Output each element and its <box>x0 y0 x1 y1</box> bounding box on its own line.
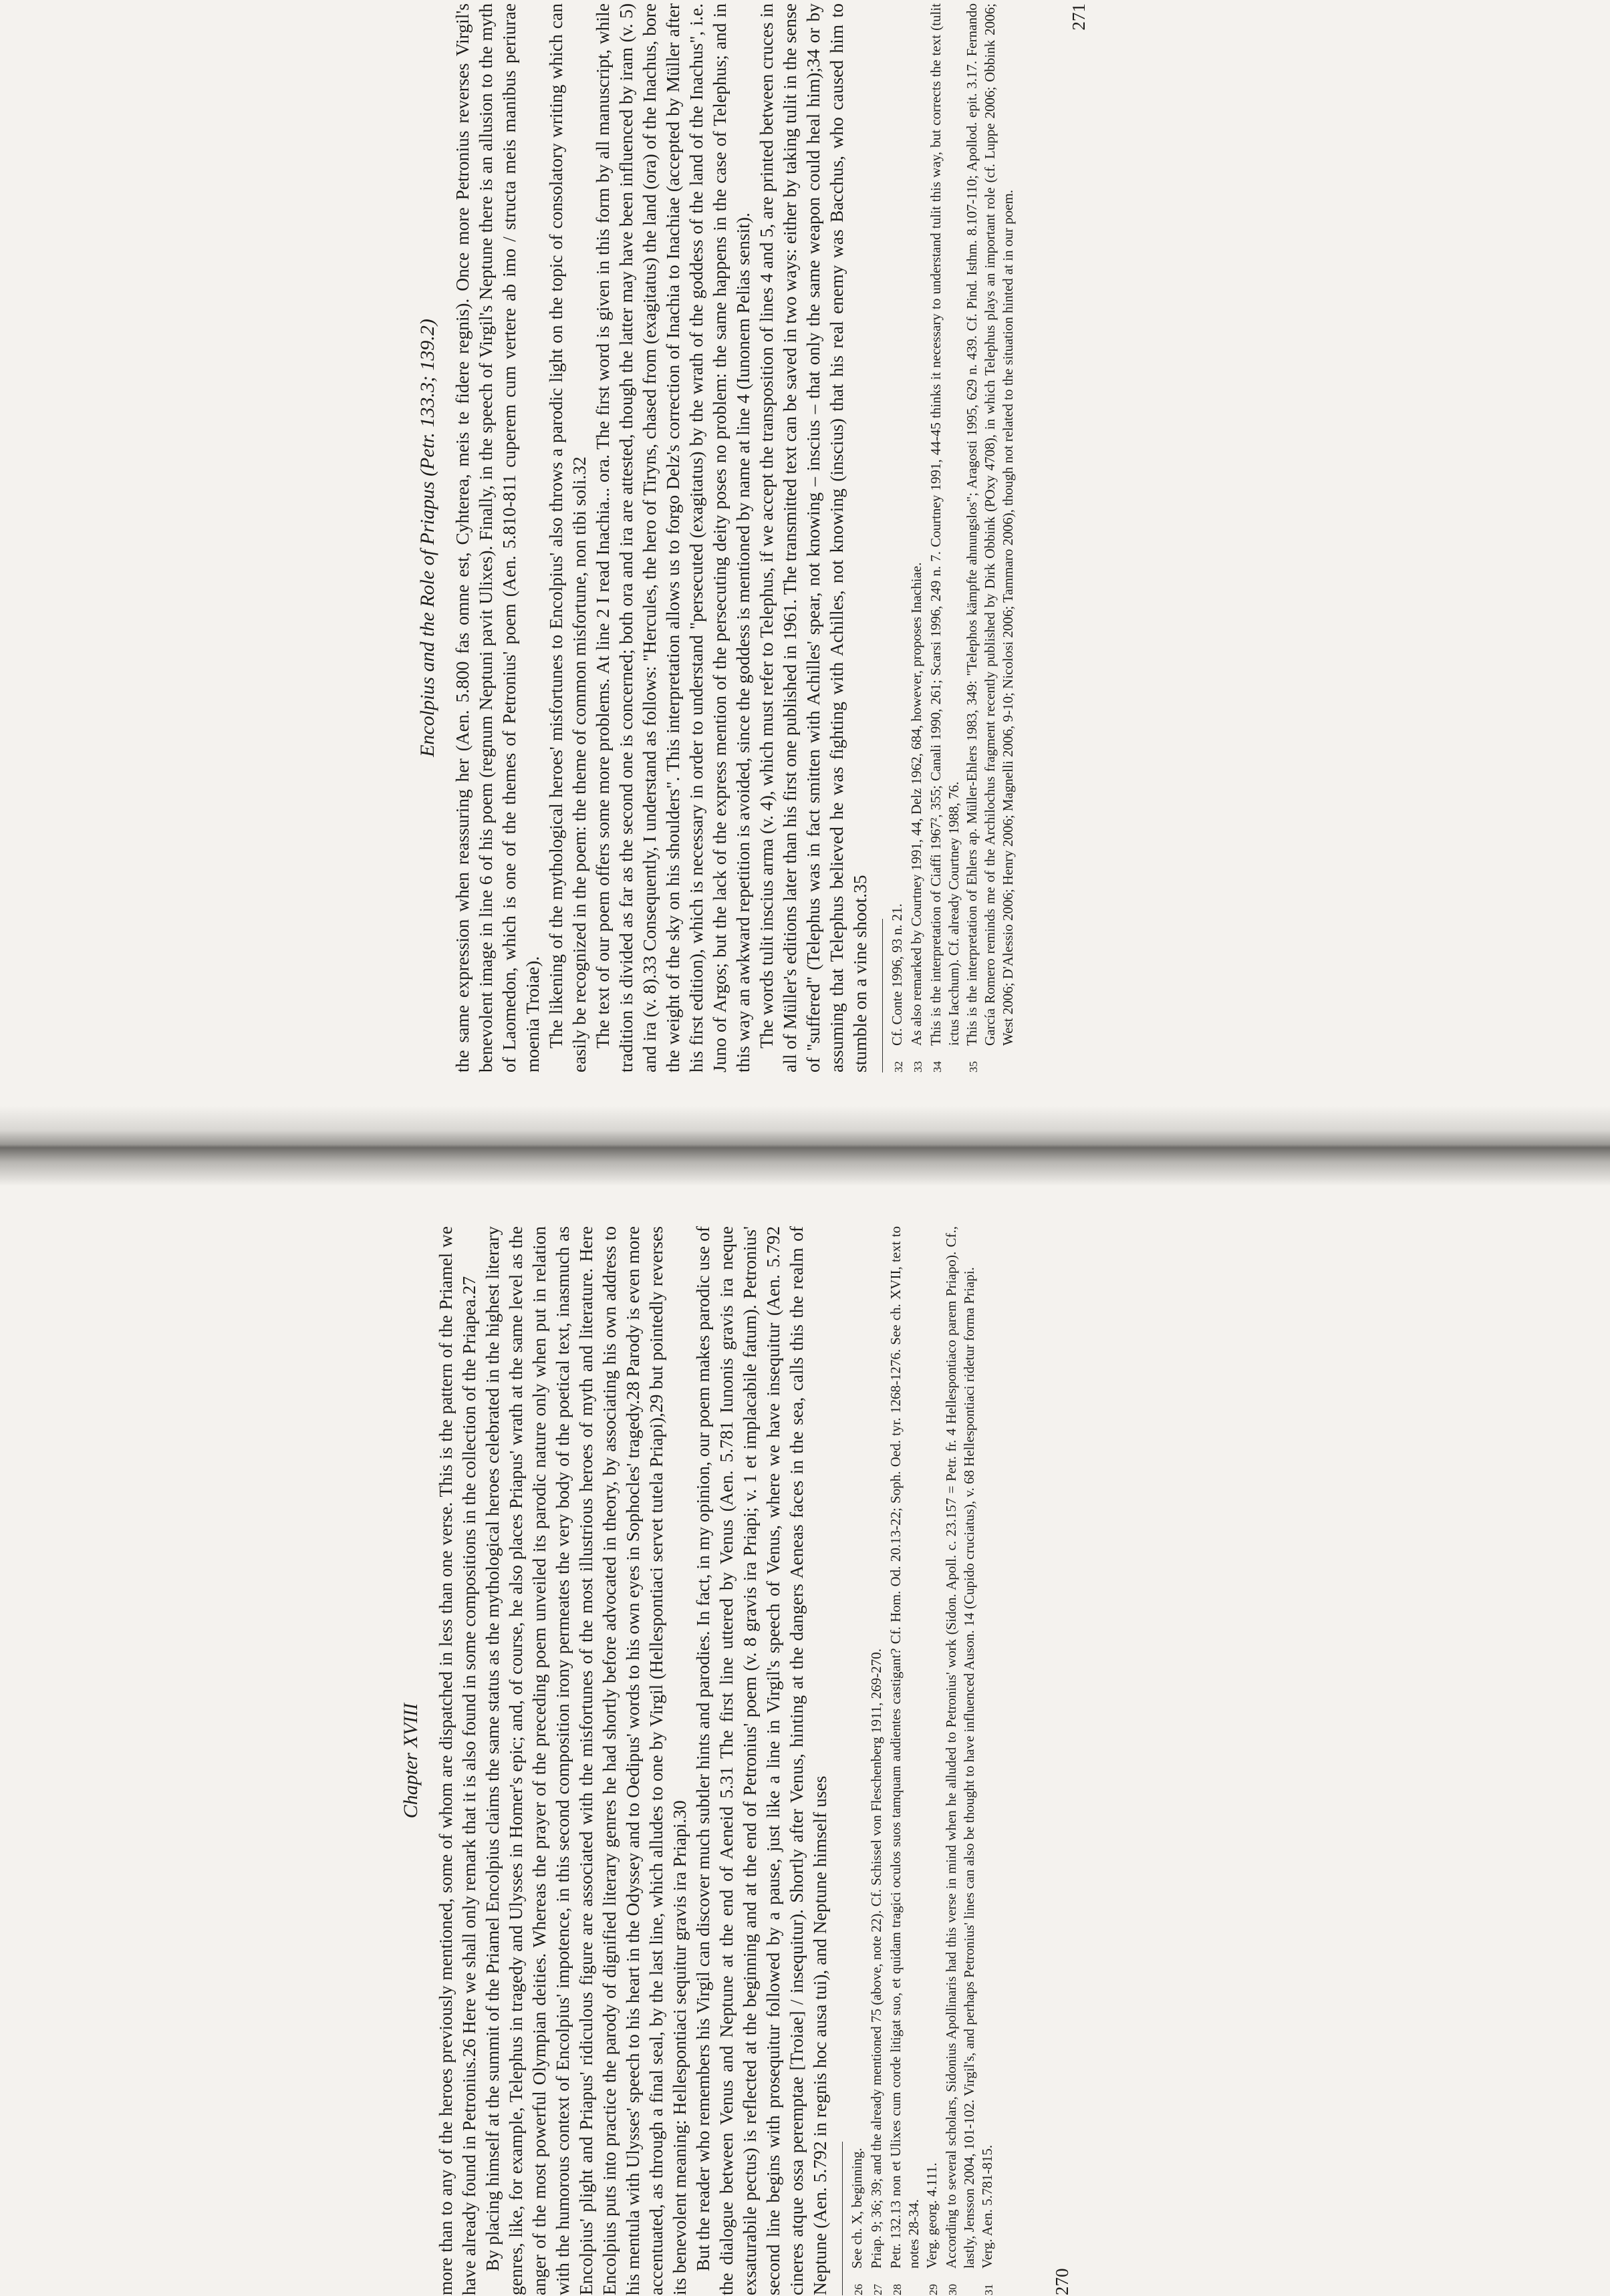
footnote-number: 30 <box>946 2284 959 2295</box>
footnote <box>887 1226 923 2295</box>
page-270 <box>398 1226 1073 2295</box>
paragraph: The words tulit inscius arma (v. 4), which must refer to Telephus, if we accept the transposition of lines 4 and 5, are printed between cruces in all of Müller's editions later than his first one published in 1961. The transmitted text can be saved in two ways: either by taking tulit in the sense of "suffered" (Telephus was in fact smitten with Achilles' spear, not knowing – inscius – that only the same weapon could heal him);34 or by assuming that Telephus believed he was fighting with Achilles, not knowing (inscius) that his real enemy was Bacchus, who caused him to stumble on a vine shoot.35 <box>756 3 870 1072</box>
footnote-number: 27 <box>871 2284 884 2295</box>
paragraph: The likening of the mythological heroes' misfortunes to Encolpius' also throws a parodic light on the topic of consolatory writing which can easily be recognized in the poem: the theme of common misfortune, non tibi soli.32 <box>545 3 589 1072</box>
footnotes <box>848 1226 998 2295</box>
paragraph: more than to any of the heroes previously mentioned, some of whom are dispatched in less than one verse. This is the pattern of the Priamel we have already found in Petronius.26 Here we shall only remark that it is also found in some compositions in the collection of the Priapea.27 <box>435 1226 479 2295</box>
book-gutter <box>0 1106 1610 1186</box>
footnote <box>848 1226 867 2295</box>
footnote <box>963 3 1017 1072</box>
footnote <box>867 1226 887 2295</box>
page-271 <box>414 3 1089 1072</box>
footnote-number: 32 <box>892 1061 905 1072</box>
footnote-rule <box>882 919 883 1072</box>
page-number: 271 <box>1069 3 1089 31</box>
footnote-text: Petr. 132.13 non et Ulixes cum corde litigat suo, et quidam tragici oculos suos tamquam audientes castigant? Cf. Hom. Od. 20.13-22; Soph. Oed. tyr. 1268-1276. See ch. XVII, text to notes 28-34. <box>888 1226 922 2269</box>
footnote-rule <box>842 2142 843 2295</box>
body-text <box>434 1226 831 2295</box>
footnote-text: As also remarked by Courtney 1991, 44, Delz 1962, 684, however, proposes Inachiae. <box>908 562 924 1046</box>
footnote-number: 29 <box>927 2284 940 2295</box>
running-head: Encolpius and the Role of Priapus (Petr. 133.3; 139.2) <box>416 319 438 757</box>
footnote <box>978 1226 998 2295</box>
body-text <box>450 3 871 1072</box>
paragraph: the same expression when reassuring her (Aen. 5.800 fas omne est, Cyhterea, meis te fidere regnis). Once more Petronius reverses Virgil's benevolent image in line 6 of his poem (regnum Neptuni pavit Ulixes). Finally, in the speech of Virgil's Neptune there is an allusion to the myth of Laomedon, which is one of the themes of Petronius' poem (Aen. 5.810-811 cuperem cum vertere ab imo / structa meis manibus periurae moenia Troiae). <box>452 3 543 1072</box>
footnote-number: 31 <box>982 2284 995 2295</box>
footnote-number: 28 <box>891 2284 904 2295</box>
footnote-number: 35 <box>967 1061 980 1072</box>
footnote-text: This is the interpretation of Ehlers ap. Müller-Ehlers 1983, 349: "Telephos kämpfte ahnungslos"; Aragosti 1995, 629 n. 439. Cf. Pind. Isthm. 8.107-110; Apollod. epit. 3.17. Fernando García Romero reminds me of the Archilochus fragment recently published by Dirk Obbink (POxy 4708), in which Telephus plays an important role (cf. Luppe 2006; Obbink 2006; West 2006; D'Alessio 2006; Henry 2006; Magnelli 2006, 9-10; Nicolosi 2006; Tammaro 2006), though not related to the situation hinted at in our poem. <box>964 3 1016 1046</box>
footnote-text: This is the interpretation of Ciaffi 1967², 355; Canali 1990, 261; Scarsi 1996, 249 n. 7. Courtney 1991, 44-45 thinks it necessary to understand tulit this way, but corrects the text (tulit ictus Iacchum). Cf. already Courtney 1988, 76. <box>928 3 962 1046</box>
footnote-text: Verg. Aen. 5.781-815. <box>979 2144 995 2269</box>
footnote <box>927 3 963 1072</box>
footnote-text: According to several scholars, Sidonius Apollinaris had this verse in mind when he alluded to Petronius' work (Sidon. Apoll. c. 23.157 = Petr. fr. 4 Hellespontiaco parem Priapo). Cf., lastly, Jensson 2004, 101-102. Virgil's, and perhaps Petronius' lines can also be thought to have influenced Auson. 14 (Cupido cruciatus), v. 68 Hellespontiaci ridetur forma Priapi. <box>943 1226 977 2269</box>
footnote-text: Priap. 9; 36; 39; and the already mentioned 75 (above, note 22). Cf. Schissel von Fleschenberg 1911, 269-270. <box>868 1648 884 2269</box>
paragraph: But the reader who remembers his Virgil can discover much subtler hints and parodies. In fact, in my opinion, our poem makes parodic use of the dialogue between Venus and Neptune at the end of Aeneid 5.31 The first line uttered by Venus (Aen. 5.781 Iunonis gravis ira neque exsaturabile pectus) is reflected at the beginning and at the end of Petronius' poem (v. 8 gravis ira Priapi; v. 1 et implacabile fatum). Petronius' second line begins with prosequitur followed by a pause, just like a line in Virgil's speech of Venus, where we have insequitur (Aen. 5.792 cineres atque ossa peremptae [Troiae] / insequitur). Shortly after Venus, hinting at the dangers Aeneas faces in the sea, calls this the realm of Neptune (Aen. 5.792 in regnis hoc ausa tui), and Neptune himself uses <box>692 1226 830 2295</box>
running-head: Chapter XVIII <box>400 1703 422 1819</box>
footnote <box>908 3 927 1072</box>
footnote <box>942 1226 978 2295</box>
footnote <box>888 3 908 1072</box>
footnote-number: 34 <box>931 1061 944 1072</box>
footnote-text: Verg. georg. 4.111. <box>924 2162 940 2269</box>
footnote-number: 33 <box>912 1061 924 1072</box>
footnote-number: 26 <box>852 2284 865 2295</box>
footnotes <box>888 3 1017 1072</box>
footnote <box>923 1226 942 2295</box>
page-number: 270 <box>1052 2268 1072 2295</box>
footnote-text: See ch. X, beginning. <box>849 2148 865 2269</box>
paragraph: The text of our poem offers some more problems. At line 2 I read Inachia... ora. The first word is given in this form by all manuscript, while tradition is divided as far as the second one is concerned; both ora and ira are attested, though the latter may have been influenced by iram (v. 5) and ira (v. 8).33 Consequently, I understand as follows: "Hercules, the hero of Tiryns, chased from (exagitatus) the land (ora) of the Inachus, bore the weight of the sky on his shoulders". This interpretation allows us to forgo Delz's correction of Inachia to Inachiae (accepted by Müller after his first edition), which is necessary in order to understand "persecuted (exagitatus) by the wrath of the goddess of the land of the Inachus", i.e. Juno of Argos; but the lack of the express mention of the persecuting deity poses no problem: the same happens in the case of Telephus; and in this way an awkward repetition is avoided, since the goddess is mentioned by name at line 4 (Iunonem Pelias sensit). <box>592 3 753 1072</box>
paragraph: By placing himself at the summit of the Priamel Encolpius claims the same status as the mythological heroes celebrated in the highest literary genres, like, for example, Telephus in tragedy and Ulysses in Homer's epic; and, of course, he also places Priapus' wrath at the same level as the anger of the most powerful Olympian deities. Whereas the prayer of the preceding poem unveiled its parodic nature only when put in relation with the humorous context of Encolpius' impotence, in this second composition irony permeates the very body of the poetical text, inasmuch as Encolpius' plight and Priapus' ridiculous figure are associated with the misfortunes of the most illustrious heroes of myth and literature. Here Encolpius puts into practice the parody of dignified literary genres he had shortly before advocated in theory, by associating his own address to his mentula with Ulysses' speech to his heart in the Odyssey and to Oedipus' words to his own eyes in Sophocles' tragedy.28 Parody is even more accentuated, as through a final seal, by the last line, which alludes to one by Virgil (Hellespontiaci servet tutela Priapi),29 but pointedly reverses its benevolent meaning: Hellespontiaci sequitur gravis ira Priapi.30 <box>482 1226 690 2295</box>
footnote-text: Cf. Conte 1996, 93 n. 21. <box>889 903 905 1046</box>
